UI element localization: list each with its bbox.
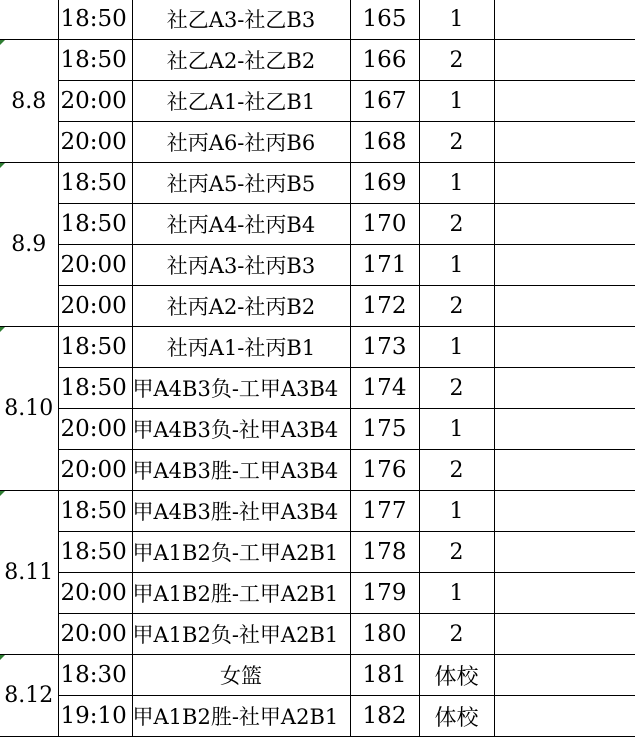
match-text: 甲A4B3负-社甲A3B4 [132,418,339,442]
empty-cell[interactable] [494,122,635,163]
time-text: 18:50 [60,539,127,565]
court-text: 2 [449,375,464,401]
empty-cell[interactable] [494,286,635,327]
time-cell[interactable] [58,655,132,696]
match-cell[interactable] [132,696,350,737]
court-text: 1 [449,252,464,278]
court-cell[interactable] [419,204,494,245]
empty-cell[interactable] [494,655,635,696]
match-number-cell[interactable] [350,81,419,122]
court-cell[interactable] [419,163,494,204]
match-number-cell[interactable] [350,696,419,737]
match-cell[interactable] [132,409,350,450]
match-cell[interactable] [132,532,350,573]
match-text: 社丙A4-社丙B4 [166,213,316,237]
table-row [0,204,635,245]
time-text: 18:50 [60,6,127,32]
match-number-text: 177 [362,498,407,524]
match-number-text: 182 [362,703,407,729]
time-text: 20:00 [60,293,127,319]
match-number-text: 170 [362,211,407,237]
match-number-cell[interactable] [350,204,419,245]
empty-cell[interactable] [494,245,635,286]
table-row [0,163,635,204]
match-cell[interactable] [132,655,350,696]
table-row [0,696,635,737]
table-row [0,532,635,573]
time-text: 18:50 [60,47,127,73]
court-text: 体校 [434,705,479,731]
match-cell[interactable] [132,245,350,286]
court-cell[interactable] [419,409,494,450]
match-text: 女篮 [220,664,262,688]
match-number-text: 175 [362,416,407,442]
table-row [0,573,635,614]
match-number-cell[interactable] [350,491,419,532]
court-cell[interactable] [419,245,494,286]
match-text: 社乙A3-社乙B3 [166,8,316,32]
date-cell[interactable] [0,163,58,327]
match-number-text: 174 [362,375,407,401]
time-text: 20:00 [60,457,127,483]
time-cell[interactable] [58,450,132,491]
empty-cell[interactable] [494,81,635,122]
court-cell[interactable] [419,450,494,491]
date-label: 8.9 [11,232,47,257]
match-text: 甲A1B2负-社甲A2B1 [132,623,339,647]
match-text: 社丙A1-社丙B1 [166,336,316,360]
court-cell[interactable] [419,696,494,737]
match-cell[interactable] [132,573,350,614]
table-row [0,245,635,286]
court-text: 1 [449,334,464,360]
court-text: 2 [449,129,464,155]
empty-cell[interactable] [494,327,635,368]
comment-indicator-icon [0,40,5,45]
time-text: 20:00 [60,88,127,114]
time-text: 20:00 [60,129,127,155]
time-cell[interactable] [58,122,132,163]
match-number-text: 180 [362,621,407,647]
match-number-cell[interactable] [350,286,419,327]
empty-cell[interactable] [494,696,635,737]
court-text: 1 [449,170,464,196]
court-text: 2 [449,539,464,565]
court-cell[interactable] [419,40,494,81]
empty-cell[interactable] [494,204,635,245]
match-number-text: 178 [362,539,407,565]
empty-cell[interactable] [494,409,635,450]
table-row [0,450,635,491]
table-row [0,40,635,81]
match-text: 社丙A3-社丙B3 [166,254,316,278]
court-text: 2 [449,293,464,319]
match-cell[interactable] [132,122,350,163]
match-number-cell[interactable] [350,655,419,696]
court-text: 1 [449,580,464,606]
time-cell[interactable] [58,81,132,122]
match-number-text: 171 [362,252,407,278]
match-cell[interactable] [132,163,350,204]
empty-cell[interactable] [494,163,635,204]
match-text: 社丙A6-社丙B6 [166,131,316,155]
empty-cell[interactable] [494,491,635,532]
time-text: 18:50 [60,375,127,401]
court-text: 1 [449,6,464,32]
comment-indicator-icon [0,491,5,496]
match-number-cell[interactable] [350,368,419,409]
match-cell[interactable] [132,0,350,40]
court-cell[interactable] [419,122,494,163]
court-cell[interactable] [419,81,494,122]
match-number-text: 173 [362,334,407,360]
table-row [0,122,635,163]
match-text: 社丙A5-社丙B5 [166,172,316,196]
court-text: 2 [449,457,464,483]
court-cell[interactable] [419,614,494,655]
table-row [0,327,635,368]
match-number-text: 176 [362,457,407,483]
empty-cell[interactable] [494,368,635,409]
match-cell[interactable] [132,40,350,81]
match-text: 甲A1B2胜-社甲A2B1 [132,705,339,729]
match-text: 社丙A2-社丙B2 [166,295,316,319]
empty-cell[interactable] [494,614,635,655]
table-row [0,286,635,327]
date-cell[interactable] [0,327,58,491]
time-cell[interactable] [58,614,132,655]
time-text: 18:50 [60,211,127,237]
court-cell[interactable] [419,491,494,532]
empty-cell[interactable] [494,573,635,614]
match-number-cell[interactable] [350,450,419,491]
match-text: 甲A1B2负-工甲A2B1 [132,541,339,565]
court-text: 1 [449,88,464,114]
match-cell[interactable] [132,286,350,327]
court-cell[interactable] [419,286,494,327]
court-cell[interactable] [419,573,494,614]
time-text: 19:10 [60,703,127,729]
match-cell[interactable] [132,327,350,368]
time-text: 20:00 [60,416,127,442]
match-number-text: 169 [362,170,407,196]
match-text: 甲A4B3胜-社甲A3B4 [132,500,339,524]
time-text: 18:50 [60,170,127,196]
table-row [0,491,635,532]
match-text: 甲A1B2胜-工甲A2B1 [132,582,339,606]
match-cell[interactable] [132,204,350,245]
time-text: 20:00 [60,252,127,278]
match-number-cell[interactable] [350,532,419,573]
date-cell[interactable] [0,0,58,40]
time-cell[interactable] [58,0,132,40]
match-number-cell[interactable] [350,40,419,81]
match-cell[interactable] [132,450,350,491]
match-cell[interactable] [132,491,350,532]
court-cell[interactable] [419,0,494,40]
match-number-text: 168 [362,129,407,155]
time-text: 18:50 [60,334,127,360]
time-cell[interactable] [58,286,132,327]
match-text: 社乙A1-社乙B1 [166,90,316,114]
time-text: 18:50 [60,498,127,524]
time-text: 20:00 [60,580,127,606]
date-label: 8.11 [4,560,54,585]
date-label: 8.12 [4,683,54,708]
match-number-text: 167 [362,88,407,114]
time-cell[interactable] [58,163,132,204]
date-label: 8.10 [4,396,54,421]
match-number-cell[interactable] [350,245,419,286]
match-text: 甲A4B3负-工甲A3B4 [132,377,339,401]
table-row [0,655,635,696]
date-label: 8.8 [11,88,47,114]
time-cell[interactable] [58,491,132,532]
court-cell[interactable] [419,532,494,573]
match-number-cell[interactable] [350,327,419,368]
time-cell[interactable] [58,40,132,81]
time-text: 18:30 [60,662,127,688]
court-text: 1 [449,416,464,442]
match-text: 甲A4B3胜-工甲A3B4 [132,459,339,483]
court-text: 2 [449,47,464,73]
time-text: 20:00 [60,621,127,647]
match-number-text: 172 [362,293,407,319]
table-row [0,614,635,655]
match-number-cell[interactable] [350,0,419,40]
time-cell[interactable] [58,204,132,245]
match-number-text: 166 [362,47,407,73]
comment-indicator-icon [0,655,5,660]
match-number-cell[interactable] [350,409,419,450]
time-cell[interactable] [58,573,132,614]
empty-cell[interactable] [494,0,635,40]
comment-indicator-icon [0,327,5,332]
match-number-text: 181 [362,662,407,688]
empty-cell[interactable] [494,532,635,573]
match-text: 社乙A2-社乙B2 [166,49,316,73]
date-cell[interactable] [0,491,58,655]
match-number-cell[interactable] [350,614,419,655]
time-cell[interactable] [58,368,132,409]
match-number-cell[interactable] [350,122,419,163]
date-cell[interactable] [0,655,58,737]
date-cell[interactable] [0,40,58,163]
court-text: 体校 [434,664,479,690]
court-cell[interactable] [419,368,494,409]
match-number-text: 165 [362,6,407,32]
table-row [0,368,635,409]
time-cell[interactable] [58,696,132,737]
match-cell[interactable] [132,368,350,409]
time-cell[interactable] [58,532,132,573]
match-cell[interactable] [132,81,350,122]
match-cell[interactable] [132,614,350,655]
table-row [0,0,635,40]
empty-cell[interactable] [494,40,635,81]
match-number-cell[interactable] [350,163,419,204]
court-text: 1 [449,498,464,524]
time-cell[interactable] [58,409,132,450]
empty-cell[interactable] [494,450,635,491]
court-cell[interactable] [419,327,494,368]
match-number-text: 179 [362,580,407,606]
table-row [0,81,635,122]
court-text: 2 [449,211,464,237]
comment-indicator-icon [0,163,5,168]
time-cell[interactable] [58,327,132,368]
court-cell[interactable] [419,655,494,696]
time-cell[interactable] [58,245,132,286]
court-text: 2 [449,621,464,647]
match-number-cell[interactable] [350,573,419,614]
table-row [0,409,635,450]
